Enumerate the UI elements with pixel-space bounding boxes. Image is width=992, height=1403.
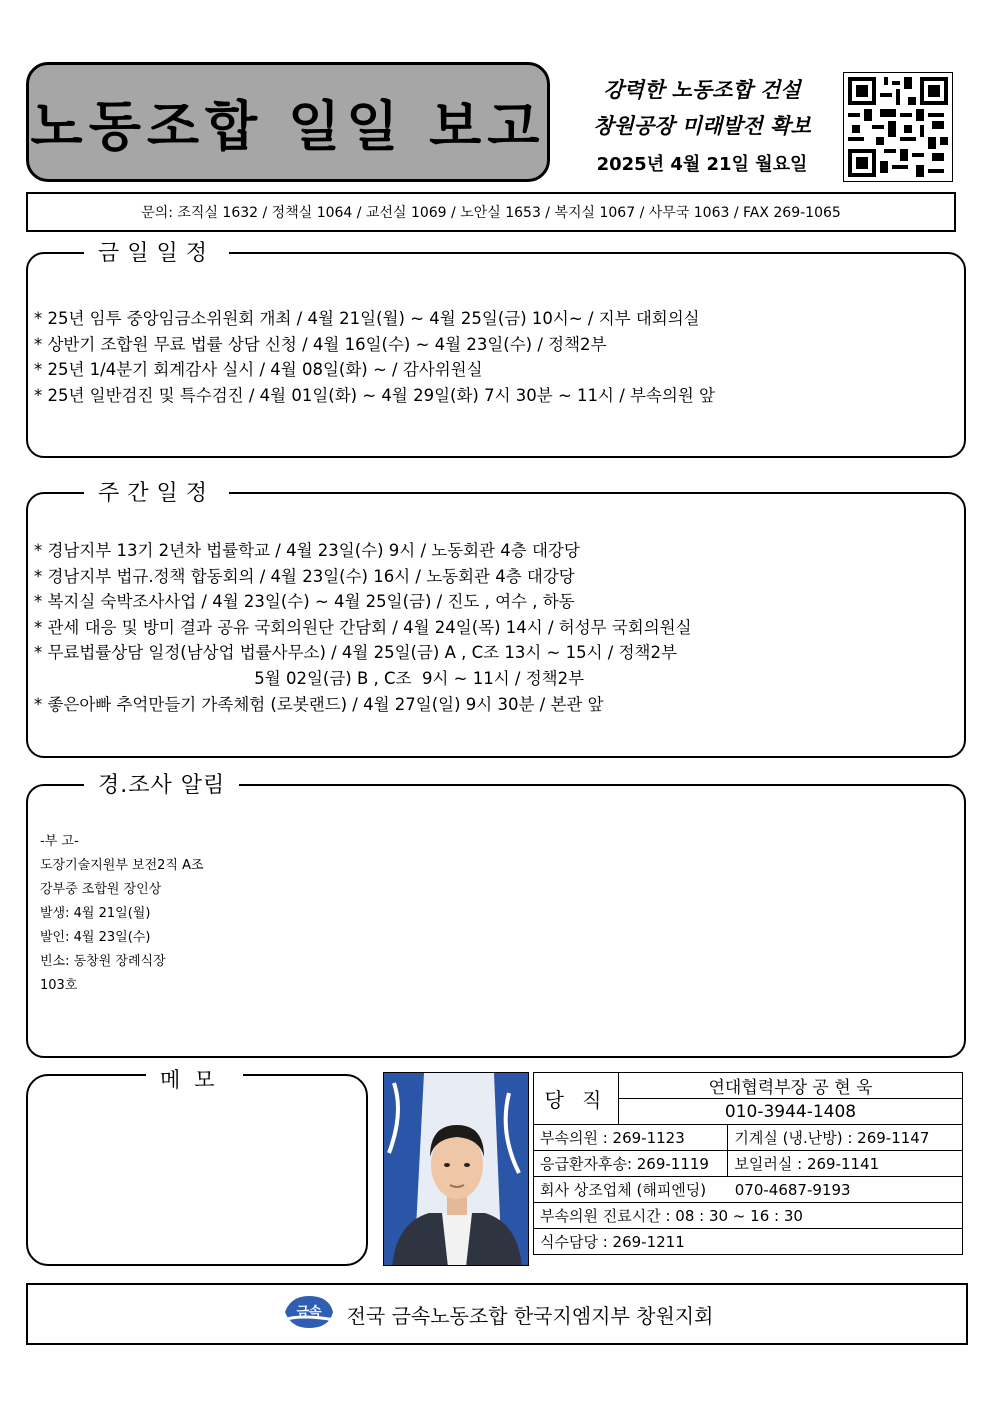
today-schedule-section <box>26 241 966 458</box>
report-date: 2025년 4월 21일 월요일 <box>596 154 808 175</box>
list-item: * 상반기 조합원 무료 법률 상담 신청 / 4월 16일(수) ~ 4월 23일(수) / 정책2부 <box>34 334 607 354</box>
duty-person-photo <box>383 1072 529 1266</box>
memo-section[interactable] <box>26 1068 368 1266</box>
duty-label: 당 직 <box>534 1073 619 1125</box>
table-cell: 보일러실 : 269-1141 <box>728 1151 963 1177</box>
list-item: * 25년 일반검진 및 특수검진 / 4월 01일(화) ~ 4월 29일(화) 7시 30분 ~ 11시 / 부속의원 앞 <box>34 385 715 405</box>
list-item: * 관세 대응 및 방미 결과 공유 국회의원단 간담회 / 4월 24일(목) 14시 / 허성무 국회의원실 <box>34 617 692 637</box>
qr-code-icon[interactable] <box>843 72 953 182</box>
union-logo-icon <box>281 1292 337 1337</box>
memo-title: 메모 <box>146 1064 243 1094</box>
list-item: * 경남지부 법규.정책 합동회의 / 4월 23일(수) 16시 / 노동회관 4층 대강당 <box>34 566 575 586</box>
today-schedule-title: 금일일정 <box>84 236 229 267</box>
list-item: 강부중 조합원 장인상 <box>40 882 162 897</box>
slogan-line-1: 강력한 노동조합 건설 <box>603 78 801 102</box>
duty-table <box>533 1072 963 1255</box>
weekly-schedule-section <box>26 481 966 758</box>
table-cell: 응급환자후송: 269-1119 <box>534 1151 728 1177</box>
duty-person-phone: 010-3944-1408 <box>619 1099 963 1125</box>
contact-bar: 문의: 조직실 1632 / 정책실 1064 / 교선실 1069 / 노안실 1653 / 복지실 1067 / 사무국 1063 / FAX 269-1065 <box>26 192 956 232</box>
list-item: * 무료법률상담 일정(남상업 법률사무소) / 4월 25일(금) A , C조 13시 ~ 15시 / 정책2부 <box>34 643 677 663</box>
list-item: * 좋은아빠 추억만들기 가족체험 (로봇랜드) / 4월 27일(일) 9시 30분 / 본관 앞 <box>34 694 604 714</box>
table-cell: 식수담당 : 269-1211 <box>534 1229 963 1255</box>
list-item: 발생: 4월 21일(월) <box>40 906 151 921</box>
condolence-section <box>26 773 966 1058</box>
table-cell: 부속의원 진료시간 : 08 : 30 ~ 16 : 30 <box>534 1203 963 1229</box>
union-logo-text: 금속 <box>296 1304 322 1320</box>
duty-person-name: 연대협력부장 공 현 욱 <box>619 1073 963 1099</box>
list-item: * 25년 1/4분기 회계감사 실시 / 4월 08일(화) ~ / 감사위원실 <box>34 360 483 380</box>
today-schedule-list <box>34 306 954 408</box>
table-cell: 기계실 (냉.난방) : 269-1147 <box>728 1125 963 1151</box>
list-item: 103호 <box>40 978 78 993</box>
page-title: 노동조합 일일 보고 <box>30 94 546 158</box>
list-item: -부 고- <box>40 834 79 849</box>
title-box <box>26 62 550 182</box>
list-item: * 경남지부 13기 2년차 법률학교 / 4월 23일(수) 9시 / 노동회관 4층 대강당 <box>34 541 580 560</box>
weekly-schedule-list <box>34 538 954 717</box>
list-item: 5월 02일(금) B , C조 9시 ~ 11시 / 정책2부 <box>34 668 585 688</box>
list-item: 도장기술지원부 보전2직 A조 <box>40 858 204 873</box>
organization-name: 전국 금속노동조합 한국지엠지부 창원지회 <box>346 1303 714 1328</box>
weekly-schedule-title: 주간일정 <box>84 476 229 507</box>
list-item: * 25년 임투 중앙임금소위원회 개최 / 4월 21일(월) ~ 4월 25일(금) 10시~ / 지부 대회의실 <box>34 309 700 328</box>
list-item: 빈소: 동창원 장례식장 <box>40 954 166 969</box>
list-item: * 복지실 숙박조사사업 / 4월 23일(수) ~ 4월 25일(금) / 진도 , 여수 , 하동 <box>34 592 575 612</box>
list-item: 발인: 4월 23일(수) <box>40 930 151 945</box>
footer <box>26 1283 968 1345</box>
table-cell: 회사 상조업체 (해피엔딩) 070-4687-9193 <box>534 1177 963 1203</box>
table-cell: 부속의원 : 269-1123 <box>534 1125 728 1151</box>
condolence-list <box>40 830 204 998</box>
condolence-title: 경.조사 알림 <box>84 768 239 799</box>
slogan-line-2: 창원공장 미래발전 확보 <box>593 114 811 138</box>
